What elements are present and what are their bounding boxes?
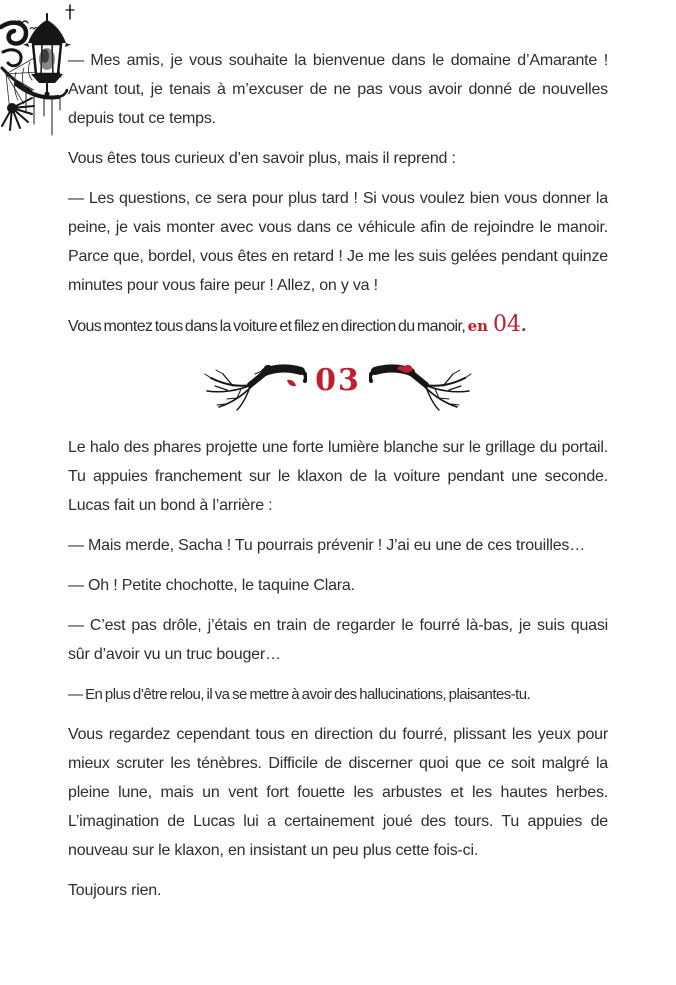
section-link-period: . [521,316,526,335]
red-leaf-icon [287,380,296,386]
chapter-number: 03 [315,363,361,398]
paragraph-11: Toujours rien. [68,882,162,899]
section-link-prefix: Vous montez tous dans la voiture et filez en direction du manoir, [68,318,468,335]
paragraph-5: Le halo des phares projette une forte lumière blanche sur le grillage du portail. Tu appuies franchement sur le klaxon de la voiture pendant une seconde. Lucas fait un bond à l’arrière : [68,439,608,514]
section-link-word[interactable]: en [467,317,489,335]
paragraph-7: — Oh ! Petite chochotte, le taquine Clara. [68,577,355,594]
paragraph-2: Vous êtes tous curieux d’en savoir plus, mais il reprend : [68,150,456,167]
paragraph-4 [68,311,608,341]
paragraph-3: — Les questions, ce sera pour plus tard ! Si vous voulez bien vous donner la peine, je vais monter avec vous dans ce véhicule afin de rejoindre le manoir. Parce que, bordel, vous êtes en retard ! Je me les suis gelées pendant quinze minutes pour vous faire peur ! Allez, on y va ! [68,190,608,294]
section-link-number[interactable]: 04 [493,312,522,337]
divider-branch-right-icon [369,358,473,412]
paragraph-8: — C’est pas drôle, j’étais en train de regarder le fourré là-bas, je suis quasi sûr d’avoir vu un truc bouger… [68,617,608,663]
chapter-divider [68,357,608,413]
paragraph-9: — En plus d’être relou, il va se mettre à avoir des hallucinations, plaisantes-tu. [68,686,531,703]
paragraph-10: Vous regardez cependant tous en direction du fourré, plissant les yeux pour mieux scruter les ténèbres. Difficile de discerner quoi que ce soit malgré la pleine lune, mais un vent fort fouette les arbustes et les hautes herbes. L’imagination de Lucas lui a certainement joué des tours. Tu appuies de nouveau sur le klaxon, en insistant un peu plus cette fois-ci. [68,726,608,859]
paragraph-1: — Mes amis, je vous souhaite la bienvenue dans le domaine d’Amarante ! Avant tout, je tenais à m’excuser de ne pas vous avoir donné de nouvelles depuis tout ce temps. [68,52,608,127]
divider-branch-left-icon [203,358,307,412]
paragraph-6: — Mais merde, Sacha ! Tu pourrais prévenir ! J’ai eu une de ces trouilles… [68,537,585,554]
text-column [68,46,608,905]
